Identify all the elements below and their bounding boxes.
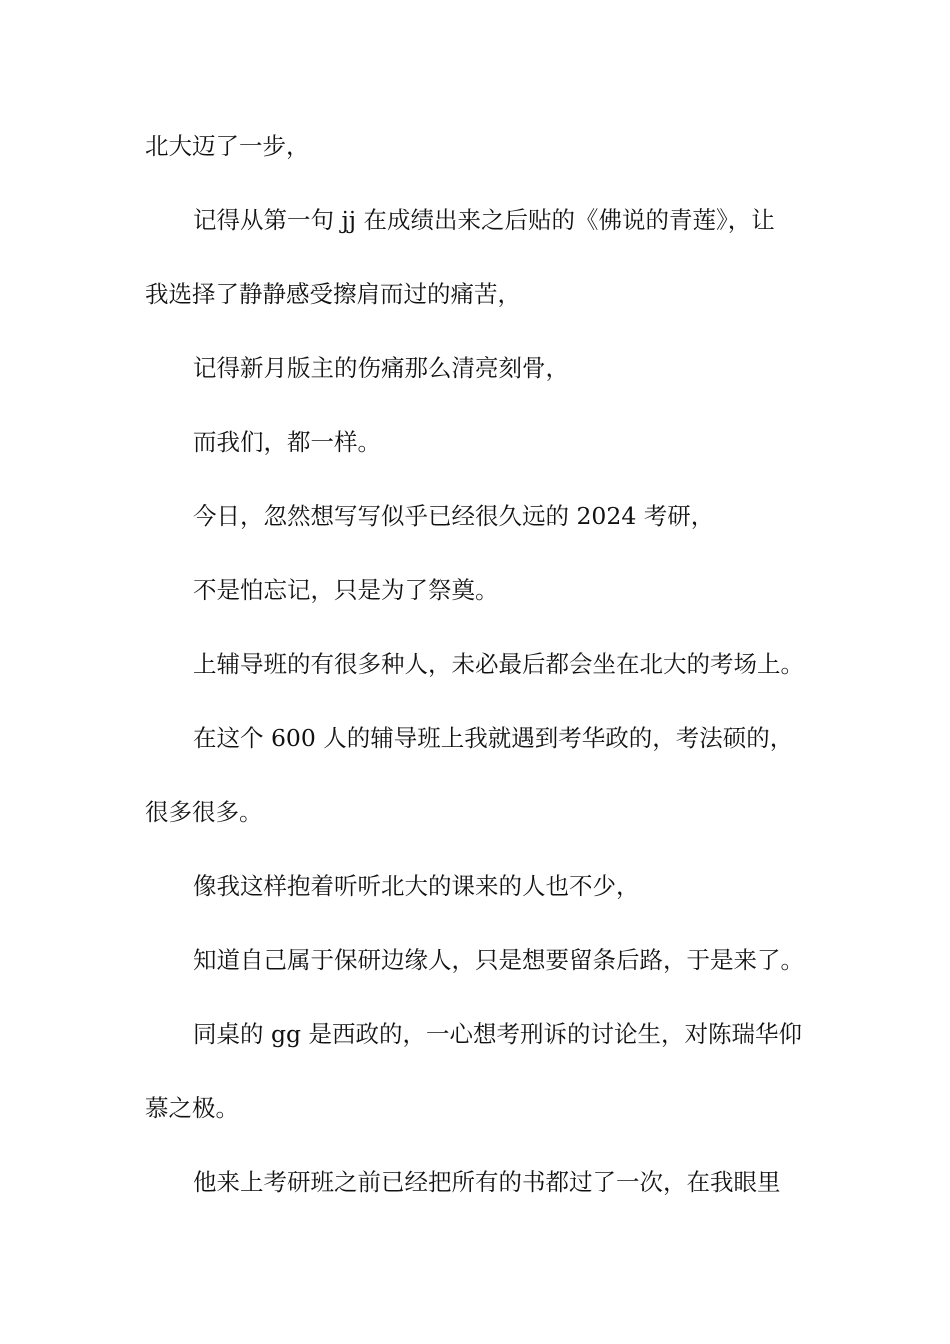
text-line: 而我们，都一样。 [193,428,381,456]
text-line: 记得从第一句 jj 在成绩出来之后贴的《佛说的青莲》，让 [193,206,775,234]
text-line: 知道自己属于保研边缘人，只是想要留条后路，于是来了。 [193,946,804,974]
text-line: 我选择了静静感受擦肩而过的痛苦， [145,280,521,308]
text-line: 像我这样抱着听听北大的课来的人也不少， [193,872,640,900]
body-text [145,128,810,1238]
text-line: 他来上考研班之前已经把所有的书都过了一次，在我眼里 [193,1168,781,1196]
text-line: 北大迈了一步， [145,132,310,160]
text-line: 上辅导班的有很多种人，未必最后都会坐在北大的考场上。 [193,650,804,678]
text-line: 很多很多。 [145,798,263,826]
text-line: 同桌的 gg 是西政的，一心想考刑诉的讨论生，对陈瑞华仰 [193,1020,803,1048]
text-line: 今日，忽然想写写似乎已经很久远的 2024 考研， [193,502,715,530]
text-line: 不是怕忘记，只是为了祭奠。 [193,576,499,604]
text-line: 慕之极。 [145,1094,239,1122]
text-line: 在这个 600 人的辅导班上我就遇到考华政的，考法硕的， [193,724,794,752]
text-line: 记得新月版主的伤痛那么清亮刻骨， [193,354,569,382]
